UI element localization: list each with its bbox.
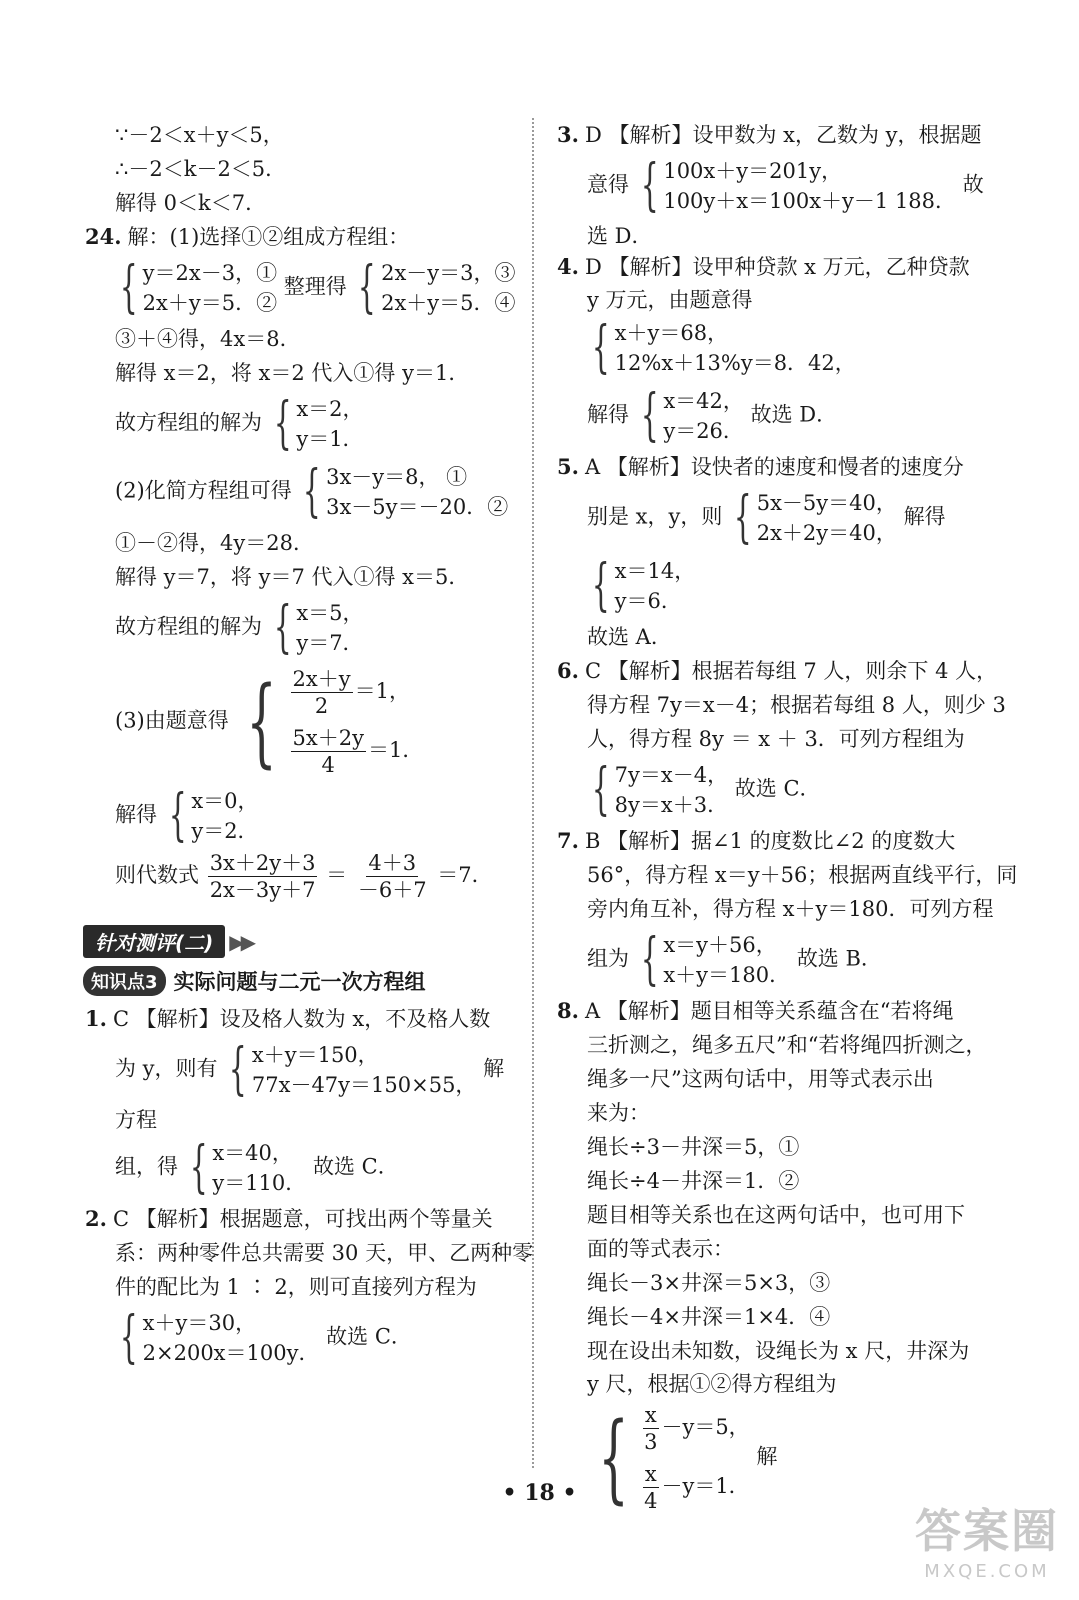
equation-system-row: (3)由题意得 { $\frac{2x+y}{2}$ ＝1， $\frac{5x+2y}{4}$ ＝1． [115, 666, 424, 778]
text-line: ③＋④得，4x＝8． [115, 327, 301, 351]
equation-system-row: { x＋y＝30， 2×200x＝100y． 故选 C． [85, 1304, 525, 1372]
question-6: 6. C 【解析】根据若每组 7 人，则余下 4 人， [557, 658, 998, 683]
equation-system-row: 意得 { 100x＋y＝201y， 100y＋x＝100x＋y－1 188． 故选 D． [587, 153, 984, 248]
watermark-logo: 答案圈 MXQE.COM [915, 1504, 1059, 1582]
equation-system: { x＝42， y＝26． [640, 383, 744, 448]
question-1: 1. C 【解析】设及格人数为 x，不及格人数 [85, 1006, 491, 1031]
double-arrow-icon: ▶▶ [229, 929, 253, 954]
text-line: 件的配比为 1 ∶ 2，则可直接列方程为 [115, 1275, 477, 1299]
knowledge-point-header [83, 966, 525, 996]
text-line: 得方程 7y＝x－4；根据若每组 8 人，则少 3 [587, 693, 1006, 717]
equation-system: { x＋y＝30， 2×200x＝100y． [119, 1305, 320, 1370]
question-5: 5. A 【解析】设快者的速度和慢者的速度分 [557, 454, 964, 479]
text-line: ∴－2＜k－2＜5． [115, 157, 287, 181]
text-line: 题目相等关系也在这两句话中，也可用下 [587, 1203, 965, 1227]
equation-system: { 7y＝x－4， 8y＝x＋3． [591, 757, 729, 822]
text-line: 旁内角互补，得方程 x＋y＝180．可列方程 [587, 897, 994, 921]
text-line: 面的等式表示： [587, 1237, 734, 1261]
equation-system-row: y 尺，根据①②得方程组为 { $\frac{x}{3}$ －y＝5， $\frac{x}{4}$ －y＝1． 解 [587, 1372, 837, 1514]
equation-system: { x＝2， y＝1． [273, 391, 364, 456]
equation-system-row: { y＝2x－3，① 2x＋y＝5．② 整理得 { 2x－y＝3，③ 2x＋y＝5．④ [85, 254, 525, 322]
text-line: 绳长÷4－井深＝1．② [587, 1169, 800, 1193]
equation-system: { x＋y＝150， 77x－47y＝150×55， [229, 1037, 477, 1102]
text-line: 绳多一尺”这两句话中，用等式表示出 [587, 1067, 934, 1091]
text-line: 现在设出未知数，设绳长为 x 尺，井深为 [587, 1339, 970, 1363]
text-line: 故选 A． [587, 625, 672, 649]
text-line: 人，得方程 8y ＝ x ＋ 3．可列方程组为 [587, 727, 965, 751]
equation-system: { x＝5， y＝7． [273, 595, 364, 660]
text-line: 三折测之，绳多五尺”和“若将绳四折测之， [587, 1033, 987, 1057]
text-line: 绳长－4×井深＝1×4．④ [587, 1305, 831, 1329]
question-8: 8. A 【解析】题目相等关系蕴含在“若将绳 [557, 998, 954, 1023]
equation-system: { x＋y＝68， 12%x＋13%y＝8．42， [591, 315, 856, 380]
question-4: 4. D 【解析】设甲种贷款 x 万元，乙种贷款 [557, 254, 970, 279]
equation-system-row: 为 y，则有 { x＋y＝150， 77x－47y＝150×55， 解方程 [115, 1037, 505, 1132]
page-number: • 18 • [502, 1480, 577, 1506]
knowledge-point-title: 实际问题与二元一次方程组 [173, 970, 426, 994]
equation-system-row: 别是 x，y，则 { 5x－5y＝40， 2x＋2y＝40， 解得 { x＝14， y＝6． [587, 485, 946, 618]
question-3: 3. D 【解析】设甲数为 x，乙数为 y，根据题 [557, 122, 982, 147]
text-line: 系：两种零件总共需要 30 天，甲、乙两种零 [115, 1241, 534, 1265]
left-column [85, 118, 534, 1372]
section-banner [83, 925, 525, 958]
equation-system: { $\frac{2x+y}{2}$ ＝1， $\frac{5x+2y}{4}$ ＝1． [246, 666, 424, 778]
solution-row: 解得 { x＝0， y＝2． [115, 783, 259, 848]
text-line: 解得 0＜k＜7． [115, 191, 267, 215]
solution-row: 故方程组的解为 { x＝5， y＝7． [115, 595, 364, 660]
question-2: 2. C 【解析】根据题意，可找出两个等量关 [85, 1206, 493, 1231]
equation-system: { 3x－y＝8， ① 3x－5y＝－20．② [303, 459, 509, 524]
solution-row: 组，得 { x＝40， y＝110． 故选 C． [115, 1135, 399, 1200]
text-line: 解得 y＝7，将 y＝7 代入①得 x＝5． [115, 565, 470, 589]
equation-system: { x＝y＋56， x＋y＝180． [640, 927, 791, 992]
equation-system-row: 组为 { x＝y＋56， x＋y＝180． 故选 B． [587, 927, 882, 992]
text-line: 56°，得方程 x＝y＋56；根据两直线平行，同 [587, 863, 1018, 887]
equation-system-row: { 7y＝x－4， 8y＝x＋3． 故选 C． [557, 756, 997, 824]
equation-system: { y＝2x－3，① 2x＋y＝5．② [119, 255, 278, 320]
equation-system: { $\frac{x}{3}$ －y＝5， $\frac{x}{4}$ －y＝1． [598, 1402, 750, 1514]
equation-system: { x＝14， y＝6． [591, 553, 696, 618]
right-column [557, 118, 1018, 1518]
question-7: 7. B 【解析】据∠1 的度数比∠2 的度数大 [557, 828, 956, 853]
text-line: 绳长÷3－井深＝5，① [587, 1135, 800, 1159]
equation-system-row: y 万元，由题意得 { x＋y＝68， 12%x＋13%y＝8．42， [587, 288, 856, 380]
solution-row: 解得 { x＝42， y＝26． 故选 D． [587, 383, 838, 448]
text-line: ①－②得，4y＝28． [115, 531, 314, 555]
text-line: ∵－2＜x＋y＜5， [115, 123, 284, 147]
solution-row: 故方程组的解为 { x＝2， y＝1． [115, 391, 364, 456]
equation-system-row: (2)化简方程组可得 { 3x－y＝8， ① 3x－5y＝－20．② [115, 459, 509, 524]
equation-system: { 5x－5y＝40， 2x＋2y＝40， [733, 485, 897, 550]
text-line: 绳长－3×井深＝5×3，③ [587, 1271, 831, 1295]
equation-system: { 100x＋y＝201y， 100y＋x＝100x＋y－1 188． [640, 153, 957, 218]
knowledge-point-badge: 知识点3 [83, 966, 166, 996]
equation-system: { 2x－y＝3，③ 2x＋y＝5．④ [358, 255, 516, 320]
banner-label: 针对测评(二) [83, 925, 225, 958]
text-line: 来为： [587, 1101, 650, 1125]
equation-system: { x＝40， y＝110． [189, 1135, 307, 1200]
question-24-head: 24. 解：(1)选择①②组成方程组： [85, 224, 410, 249]
text-line: 解得 x＝2，将 x＝2 代入①得 y＝1． [115, 361, 470, 385]
equation-system: { x＝0， y＝2． [168, 783, 259, 848]
expression-row: 则代数式 $\frac{3x+2y+3}{2x-3y+7}$ ＝ $\frac{4+3}{-6+7}$ ＝7． [115, 851, 493, 902]
